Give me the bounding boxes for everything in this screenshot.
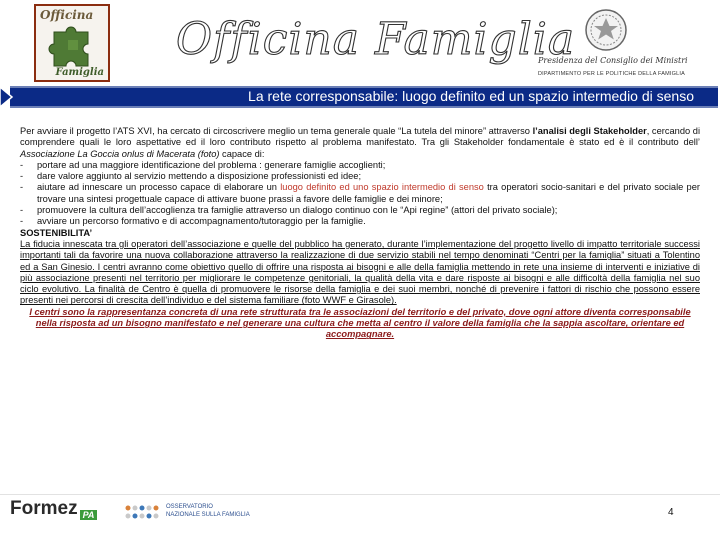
observatory-line-2: NAZIONALE SULLA FAMIGLIA (166, 512, 250, 518)
closing-statement: I centri sono la rappresentanza concreta di una rete strutturata tra le associazioni del territorio e del privato, dove ogni attore diventa corresponsabile nella risposta ad un bisogno manifestato e nel generare una cultura che metta al centro il valore della famiglia che la sappia ascoltare, orientare ed accompagnare. (29, 306, 691, 340)
bullet-dash: - (20, 205, 24, 216)
title-banner (0, 86, 720, 108)
government-line-1: Presidenza del Consiglio dei Ministri (538, 56, 688, 65)
bullet-text: aiutare ad innescare un processo capace di elaborare un (37, 182, 281, 193)
intro-bold: l’analisi degli Stakeholder (532, 126, 647, 136)
sostenibilita-paragraph: La fiducia innescata tra gli operatori dell’associazione e quelle del pubblico ha generato, durante l’implementazione del progetto livello di impatto territoriale successi importanti tali da favorire una nuova collaborazione attraverso la realizzazione di due servizio stabili nel tempo denominati “Centri per la famiglia” situati a Tolentino ed a San Ginesio. I centri avranno come obiettivo quello di offrire una risposta ai bisogni e alle della famiglia mettendo in rete una insieme di interventi e iniziative di più associazione presenti nel territorio per migliorare le competenze genitoriali, la qualità della vita e dare risposte ai bisogni e alle difficoltà della famiglia nel suo ciclo evolutivo. La finalità de Centro è quella di promuovere le risorse della famiglia e dei suoi membri, nonché di prevenire i fattori di rischio che possono essere presenti nei percorsi di crescita dell’individuo e del sistema familiare (foto WWF e Girasole). (20, 238, 700, 306)
observatory-logo-icon (124, 504, 164, 522)
bullet-text: dare valore aggiunto al servizio mettendo a disposizione professionisti ed idee; (37, 171, 362, 182)
logo-bottom-text: Famiglia (55, 67, 104, 78)
list-item (20, 171, 700, 182)
page-number: 4 (668, 507, 674, 518)
formez-text: Formez (10, 498, 78, 519)
header (0, 0, 720, 84)
bullet-list (20, 160, 700, 228)
bullet-text: promuovere la cultura dell’accoglienza tra famiglie attraverso un dialogo continuo con le “Api regine” (attori del privato sociale); (37, 205, 558, 216)
government-line-2: DIPARTIMENTO PER LE POLITICHE DELLA FAMIGLIA (538, 71, 685, 77)
observatory-line-1: OSSERVATORIO (166, 504, 213, 510)
intro-text-3: capace di: (219, 148, 265, 159)
intro-paragraph (20, 126, 700, 160)
slide-title: La rete corresponsabile: luogo definito ed un spazio intermedio di senso (248, 88, 694, 104)
government-seal-icon (584, 8, 628, 52)
bullet-highlight: luogo definito ed uno spazio intermedio di senso (280, 182, 484, 193)
sostenibilita-heading: SOSTENIBILITA’ (20, 227, 93, 238)
officina-famiglia-logo (34, 4, 110, 82)
list-item (20, 216, 700, 227)
bullet-dash: - (20, 216, 24, 227)
bullet-text: tra operatori socio-sanitari e del privato sociale per trovare una sintesi progettuale capace di attivare buone prassi a favore delle famiglie e dei minore; (37, 182, 700, 204)
formez-pa-badge: PA (80, 510, 98, 520)
bullet-text: portare ad una maggiore identificazione del problema : generare famiglie accoglienti; (37, 159, 386, 170)
footer-divider (0, 494, 720, 495)
puzzle-icon (48, 22, 100, 70)
slide-content (20, 126, 700, 341)
banner-arrow-icon (0, 87, 14, 107)
formez-logo (10, 498, 97, 520)
list-item (20, 182, 700, 205)
list-item (20, 205, 700, 216)
bullet-dash: - (20, 159, 24, 170)
logo-top-text: Officina (40, 8, 94, 22)
bullet-dash: - (20, 171, 24, 182)
intro-text-2: , cercando di comprendere quali le loro aspettative ed il loro contributo rispetto al problema manifestato. Tra gli Stakeholder fondamentale è stato ed è il contributo dell’ (20, 126, 701, 148)
intro-text-1: Per avviare il progetto l’ATS XVI, ha cercato di circoscrivere meglio un tema generale quale “La tutela del minore” attraverso (20, 126, 533, 136)
list-item (20, 160, 700, 171)
script-title: Officina Famiglia (176, 14, 576, 65)
intro-italic: Associazione La Goccia onlus di Macerata (foto) (20, 148, 220, 159)
bullet-dash: - (20, 182, 24, 193)
bullet-text: avviare un percorso formativo e di accompagnamento/tutoraggio per la famiglie. (37, 216, 366, 227)
observatory-text (166, 503, 250, 519)
